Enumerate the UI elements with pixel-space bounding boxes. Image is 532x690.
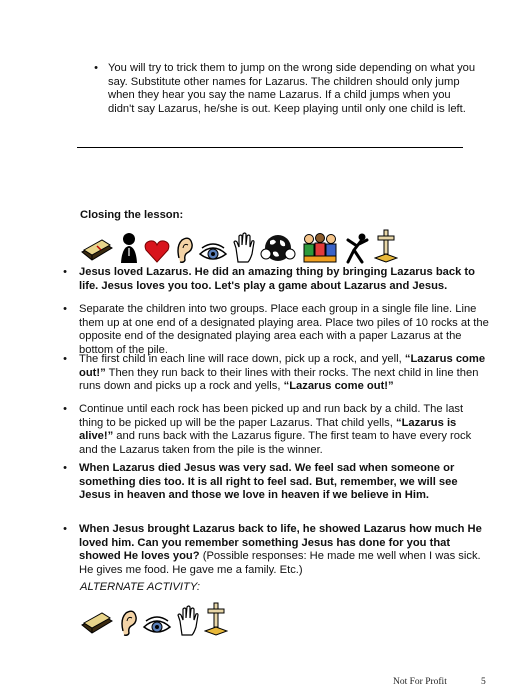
hand-icon [176,605,200,637]
horizontal-rule [77,147,463,148]
bullet-text-1: Jesus loved Lazarus. He did an amazing thing by bringing Lazarus back to life. Jesus loves you too. Let's play a game about Lazarus and Jesus. [79,266,475,292]
ear-icon [174,236,194,264]
icon-row-1 [80,228,398,264]
bullet-3-shout-2: “Lazarus come out!” [283,380,394,393]
cross-on-book-icon [204,601,228,637]
bullet-3-shout-1: “Lazarus come out!” [79,353,486,379]
globe-icon [260,232,296,264]
eye-icon [142,615,172,637]
bullet-6-part-a: When Jesus brought Lazarus back to life, he showed Lazarus how much He loved him. Can you remember something Jesus has done for you that showed He loves you? [79,523,482,563]
hand-icon [232,232,256,264]
icon-row-2 [80,601,228,637]
cross-on-book-icon [374,228,398,264]
bullet-text-6 [79,523,489,577]
bullet-text-2: Separate the children into two groups. Place each group in a single file line. Line them up at one end of a designated playing area. Place two piles of 10 rocks at the opposite end of the designated playing area each with a paper Lazarus at the bottom of the pile. [79,303,489,356]
alternate-activity-heading: ALTERNATE ACTIVITY: [80,581,200,593]
heart-icon [144,238,170,264]
praying-child-icon [118,232,140,264]
stretching-figure-icon [344,232,370,264]
bible-icon [80,234,114,264]
page-number: 5 [481,677,486,687]
children-group-icon [300,232,340,264]
bullet-text-4 [79,403,487,457]
bullet-4-part-c: and runs back with the Lazarus figure. The first team to have every rock and the Lazarus taken from the pile is the winner. [79,430,472,456]
ear-icon [118,609,138,637]
eye-icon [198,242,228,264]
bullet-text-5: When Lazarus died Jesus was very sad. We feel sad when someone or something dies too. It is all right to feel sad. But, remember, we will see Jesus in heaven and those we love in heaven if we believe in Him. [79,462,458,502]
bullet-3-part-c: Then they run back to their lines with their rocks. The next child in line then runs down and picks up a rock and yells, [79,366,479,393]
bible-icon [80,607,114,637]
bullet-dot: • [63,462,67,474]
bullet-3-part-a: The first child in each line will race down, pick up a rock, and yell, [79,353,405,365]
bullet-6-part-b: (Possible responses: He made me well when I was sick. He gives me food. He gave me a family. Etc.) [79,550,481,576]
bullet-4-shout: “Lazarus is alive!” [79,416,457,443]
intro-bullet-text: You will try to trick them to jump on the wrong side depending on what you say. Substitute other names for Lazarus. The children should only jump when they hear you say the name Lazarus. If a child jumps when you didn't say Lazarus, he/she is out. Keep playing until only one child is left. [108,62,476,115]
bullet-dot: • [63,523,67,535]
bullet-dot: • [94,62,98,74]
bullet-text-3 [79,353,487,394]
bullet-4-part-a: Continue until each rock has been picked up and run back by a child. The last thing to be picked up will be the paper Lazarus. That child yells, [79,403,464,429]
bullet-dot: • [63,353,67,365]
closing-heading: Closing the lesson: [80,209,184,221]
bullet-dot: • [63,266,67,278]
bullet-dot: • [63,403,67,415]
footer-label: Not For Profit [393,677,447,687]
bullet-dot: • [63,303,67,315]
